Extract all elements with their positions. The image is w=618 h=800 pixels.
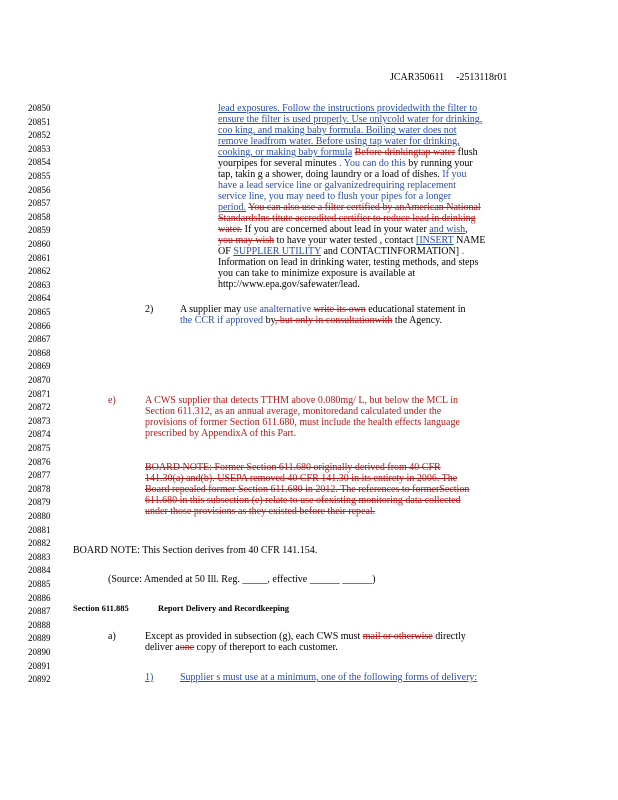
page-reference: -2513118r01 [456,72,508,83]
line-number: 20862 [28,266,51,277]
line-number: 20868 [28,347,51,358]
line-number: 20859 [28,225,51,236]
text-line-20861: water. If you are concerned about lead in your water and wish, [218,224,468,235]
text-line-20869: the CCR if approved by, but only in consultationwith the Agency. [180,315,443,326]
section-title: Report Delivery and Recordkeeping [158,603,290,613]
line-number: 20887 [28,606,51,617]
item-number-1: 1) [145,672,154,683]
line-number: 20891 [28,660,51,671]
text-line-20851: ensure the filter is used properly. Use onlycold water for drinking, [218,114,483,125]
line-number: 20883 [28,551,51,562]
line-number: 20854 [28,157,51,168]
text-line-20889: deliver aone copy of thereport to each customer. [145,642,338,653]
line-number: 20882 [28,538,51,549]
text-line-20877: 141.30(a) and(b). USEPA removed 40 CFR 141.30 in its entirety in 2006. The [145,473,458,484]
item-number-2: 2) [145,304,154,315]
line-number: 20866 [28,320,51,331]
line-number: 20869 [28,361,51,372]
text-line-20866: http://www.epa.gov/safewater/lead. [218,279,360,290]
line-number: 20873 [28,415,51,426]
document-id: JCAR350611 [390,72,445,83]
line-number: 20851 [28,116,51,127]
line-number: 20874 [28,429,51,440]
line-number: 20867 [28,334,51,345]
text-line-20884: (Source: Amended at 50 Ill. Reg. _____, effective ______ ______) [108,574,376,585]
line-number: 20855 [28,171,51,181]
text-line-20857: have a lead service line or galvanizedrequiring replacement [218,180,456,191]
text-line-20876: BOARD NOTE: Former Section 611.680 originally derived from 40 CFR [145,462,441,473]
line-number: 20850 [28,103,51,113]
text-line-20864: Information on lead in drinking water, testing methods, and steps [218,257,479,268]
text-line-20856: tap, takin g a shower, doing laundry or a load of dishes. If you [218,169,467,180]
text-line-20859: period. You can also use a filter certified by anAmerican National [218,202,481,213]
line-number: 20857 [28,198,51,209]
item-letter-a: a) [108,631,116,642]
text-line-20878: Board repealed former Section 611.680 in 2012. The references to formerSection [145,484,470,495]
text-line-20874: prescribed by AppendixA of this Part. [145,428,297,439]
line-number: 20884 [28,565,51,576]
item-letter-e: e) [108,395,116,406]
text-line-20853: remove leadfrom water. Before using tap water for drinking, [218,136,460,147]
line-number: 20877 [28,470,51,481]
line-number: 20880 [28,511,51,521]
line-number: 20865 [28,307,51,317]
line-number: 20861 [28,252,51,263]
text-line-20860: StandardsIns titute accredited certifier to reduce lead in drinking [218,213,476,224]
line-number: 20892 [28,674,51,685]
text-line-20863: OF SUPPLIER UTILITY and CONTACTINFORMATION] . [218,246,465,257]
line-number: 20856 [28,184,51,195]
text-line-20858: service line, you may need to flush your pipes for a longer [218,191,452,202]
text-line-20880: under those provisions as they existed before their repeal. [145,506,376,517]
line-number: 20872 [28,402,51,413]
line-number: 20889 [28,633,51,644]
text-line-20855: yourpipes for several minutes . You can do this by running your [218,158,473,169]
line-number: 20890 [28,647,51,657]
text-line-20862: you may wish to have your water tested , contact [INSERT NAME [218,235,486,246]
line-number: 20870 [28,375,51,385]
line-number: 20876 [28,456,51,467]
line-number: 20885 [28,579,51,589]
page-header [390,72,507,83]
line-number: 20860 [28,239,51,249]
text-line-20865: you can take to minimize exposure is available at [218,268,416,279]
line-number: 20852 [28,130,51,141]
text-line-20868: A supplier may use analternative write its own educational statement in [180,304,466,315]
line-number: 20888 [28,619,51,630]
line-number: 20886 [28,592,51,603]
line-number: 20853 [28,143,51,154]
section-number: Section 611.885 [73,603,129,613]
text-line-20873: provisions of former Section 611.680, must include the health effects language [145,417,460,428]
text-line-20879: 611.680 in this subsection (e) relate to use ofexisting monitoring data collected [145,495,461,506]
text-line-20872: Section 611.312, as an annual average, monitoredand calculated under the [145,406,442,417]
line-number: 20878 [28,483,51,494]
text-line-20850: lead exposures. Follow the instructions providedwith the filter to [218,103,478,114]
line-number: 20871 [28,388,51,399]
line-number: 20881 [28,524,51,535]
text-line-20854: cooking, or making baby formula Before drinkingtap water flush [218,147,478,158]
text-line-20891: Supplier s must use at a minimum, one of the following forms of delivery: [180,672,478,683]
text-line-20871: A CWS supplier that detects TTHM above 0.080mg/ L, but below the MCL in [145,395,459,406]
text-line-20888: Except as provided in subsection (g), each CWS must mail or otherwise directly [145,631,466,642]
line-number: 20875 [28,443,51,453]
text-line-20882: BOARD NOTE: This Section derives from 40 CFR 141.154. [73,545,318,556]
line-number: 20879 [28,497,51,508]
line-number: 20864 [28,293,51,304]
line-number: 20858 [28,211,51,222]
text-line-20852: coo king, and making baby formula. Boiling water does not [218,125,457,136]
line-number: 20863 [28,279,51,290]
